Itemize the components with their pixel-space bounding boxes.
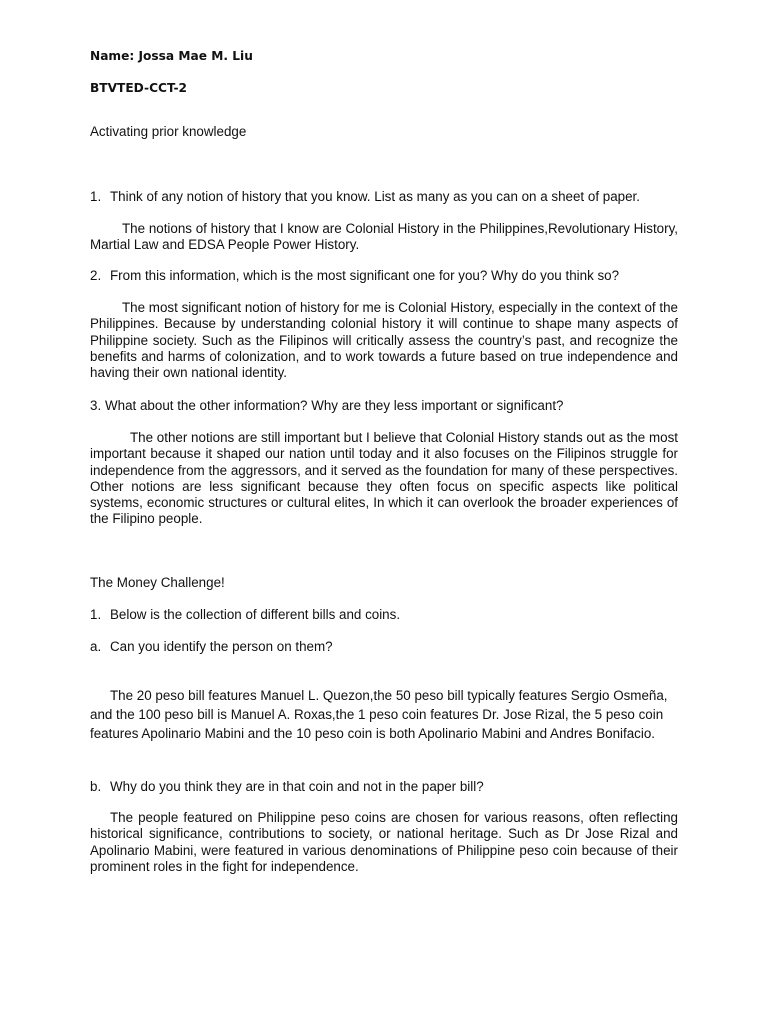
question-3-number: 3. — [90, 398, 102, 413]
question-1 — [90, 189, 678, 205]
section-title-money-challenge: The Money Challenge! — [90, 575, 225, 590]
money-item-1-text: Below is the collection of different bills and coins. — [110, 607, 401, 622]
question-2-number: 2. — [90, 268, 102, 283]
question-1-text: Think of any notion of history that you know. List as many as you can on a sheet of paper. — [110, 189, 640, 204]
answer-1: The notions of history that I know are Colonial History in the Philippines,Revolutionary History, Martial Law and EDSA People Power History. — [90, 221, 678, 253]
answer-3: The other notions are still important but I believe that Colonial History stands out as the most important because it shaped our nation until today and it also focuses on the Filipinos struggle for independence from the aggressors, and it served as the foundation for many of these perspectives. Other notions are less significant because they often focus on specific aspects like political systems, economic structures or cultural elites, In which it can overlook the broader experiences of the Filipino people. — [90, 430, 678, 527]
money-question-b-letter: b. — [90, 779, 102, 794]
question-2-text: From this information, which is the most significant one for you? Why do you think so? — [110, 268, 620, 283]
money-item-1 — [90, 607, 678, 623]
question-1-number: 1. — [90, 189, 102, 204]
money-question-b-text: Why do you think they are in that coin and not in the paper bill? — [110, 779, 484, 794]
money-answer-b: The people featured on Philippine peso coins are chosen for various reasons, often reflecting historical significance, contributions to society, or national heritage. Such as Dr Jose Rizal and Apolinario Mabini, were featured in various denominations of Philippine peso coin because of their prominent roles in the fight for independence. — [90, 810, 678, 874]
money-question-a-letter: a. — [90, 639, 102, 654]
money-question-b — [90, 779, 678, 795]
question-3-text: What about the other information? Why are they less important or significant? — [105, 398, 564, 413]
money-item-1-number: 1. — [90, 607, 102, 622]
money-question-a-text: Can you identify the person on them? — [110, 639, 333, 654]
money-answer-a: The 20 peso bill features Manuel L. Quezon,the 50 peso bill typically features Sergio Osmeña, and the 100 peso bill is Manuel A. Roxas,the 1 peso coin features Dr. Jose Rizal, the 5 peso coin features Apolinario Mabini and the 10 peso coin is both Apolinario Mabini and Andres Bonifacio. — [90, 688, 668, 741]
student-name: Name: Jossa Mae M. Liu — [90, 49, 253, 63]
course-code: BTVTED-CCT-2 — [90, 81, 188, 95]
section-title-activating: Activating prior knowledge — [90, 124, 247, 139]
answer-2: The most significant notion of history for me is Colonial History, especially in the context of the Philippines. Because by understanding colonial history it will continue to shape many aspects of Philippine society. Such as the Filipinos will critically assess the country’s past, and recognize the benefits and harms of colonization, and to work towards a future based on true independence and having their own national identity. — [90, 300, 678, 381]
money-question-a — [90, 639, 678, 655]
question-2 — [90, 268, 678, 284]
question-3 — [90, 398, 678, 414]
